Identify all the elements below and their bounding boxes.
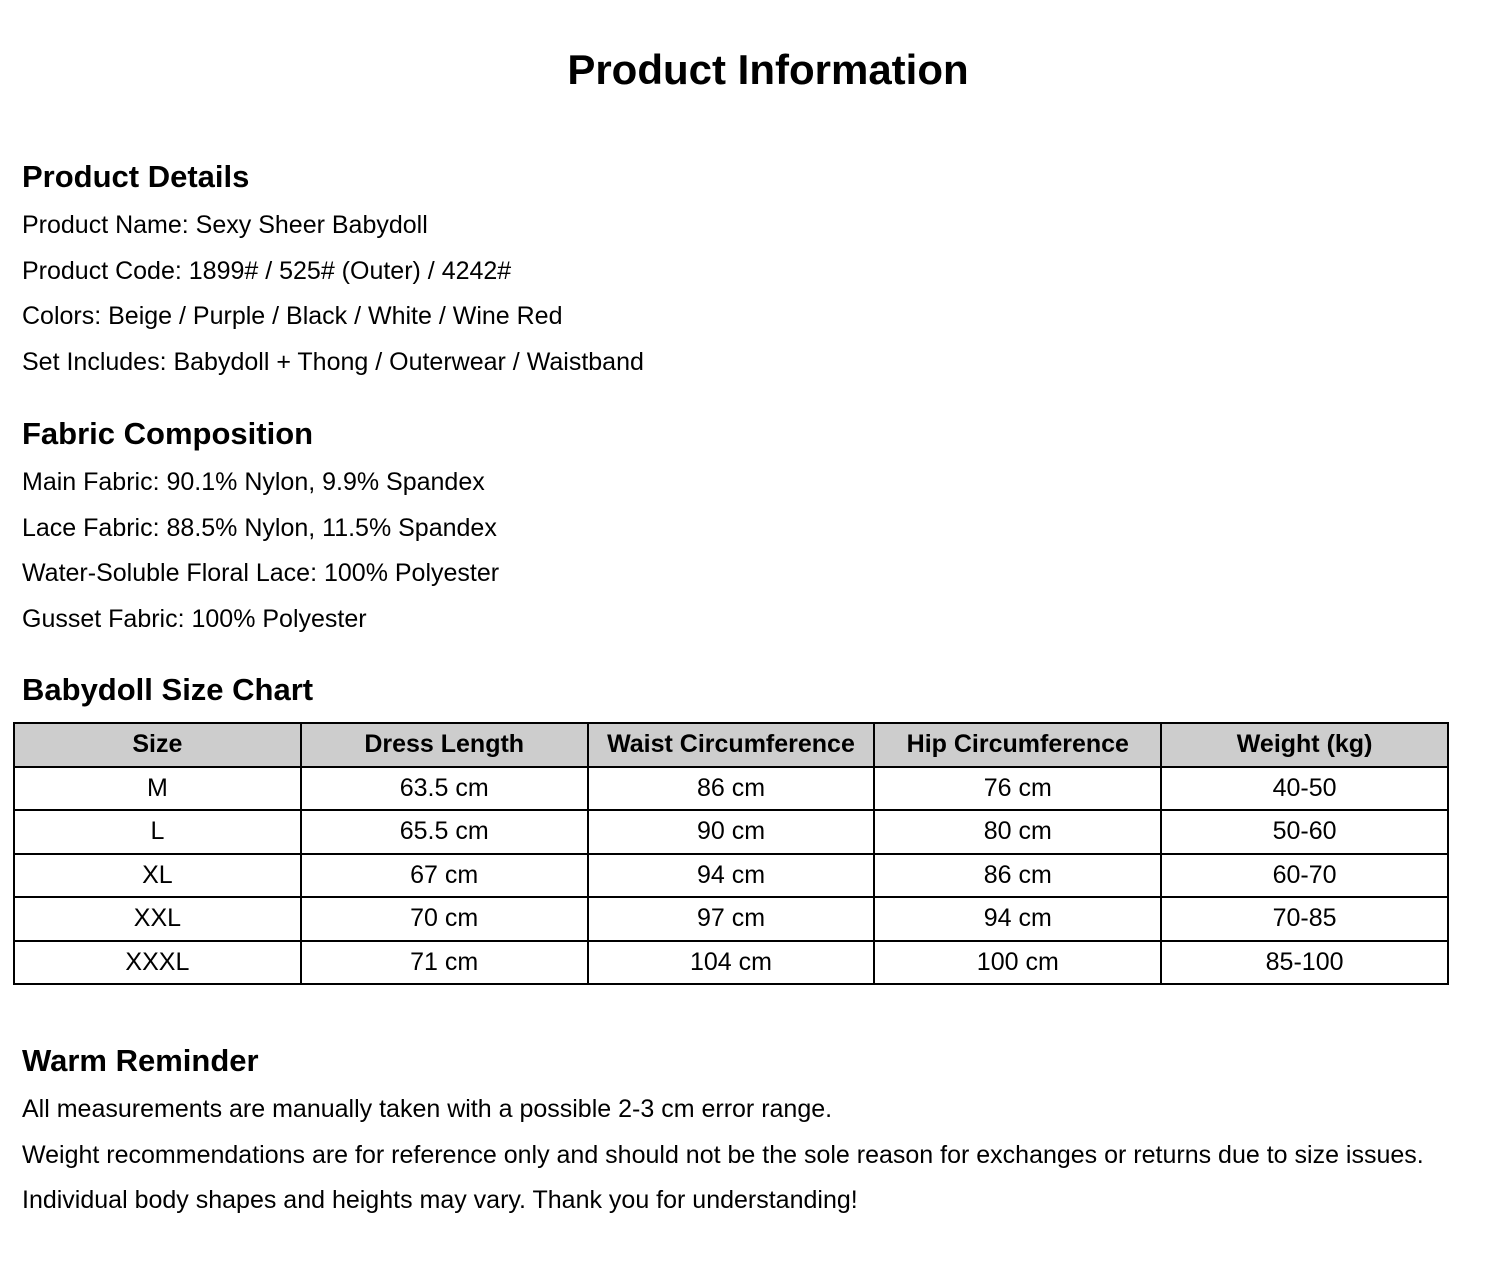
table-cell: 94 cm: [874, 897, 1161, 941]
column-header-size: Size: [14, 723, 301, 767]
table-row: [14, 897, 1448, 941]
floral-lace-line: Water-Soluble Floral Lace: 100% Polyester: [22, 559, 500, 587]
size-chart-section: [22, 671, 1482, 709]
size-chart-heading: Babydoll Size Chart: [22, 672, 314, 707]
table-cell: 70-85: [1161, 897, 1448, 941]
table-cell: 97 cm: [588, 897, 875, 941]
table-cell: 60-70: [1161, 854, 1448, 898]
gusset-fabric-line: Gusset Fabric: 100% Polyester: [22, 604, 367, 633]
table-cell: XXL: [14, 897, 301, 941]
table-cell: M: [14, 767, 301, 811]
table-cell: 40-50: [1161, 767, 1448, 811]
table-row: [14, 810, 1448, 854]
table-cell: 63.5 cm: [301, 767, 588, 811]
table-row: [14, 767, 1448, 811]
table-cell: 90 cm: [588, 810, 875, 854]
product-details-heading: Product Details: [22, 159, 250, 194]
warm-reminder-section: [22, 1042, 1482, 1224]
column-header-hip: Hip Circumference: [874, 723, 1161, 767]
table-cell: L: [14, 810, 301, 854]
main-fabric-line: Main Fabric: 90.1% Nylon, 9.9% Spandex: [22, 468, 485, 496]
table-cell: 76 cm: [874, 767, 1161, 811]
table-row: [14, 854, 1448, 898]
set-includes-line: Set Includes: Babydoll + Thong / Outerwear / Waistband: [22, 347, 644, 376]
colors-line: Colors: Beige / Purple / Black / White / Wine Red: [22, 302, 563, 330]
weight-note: Weight recommendations are for reference only and should not be the sole reason for exchanges or returns due to size issues. Individual body shapes and heights may vary. Thank you for understanding!: [22, 1140, 1424, 1214]
table-cell: 50-60: [1161, 810, 1448, 854]
column-header-waist: Waist Circumference: [588, 723, 875, 767]
page-title: Product Information: [567, 46, 969, 93]
table-cell: 67 cm: [301, 854, 588, 898]
product-code-line: Product Code: 1899# / 525# (Outer) / 4242#: [22, 256, 512, 285]
table-cell: 86 cm: [588, 767, 875, 811]
table-header-row: [14, 723, 1448, 767]
column-header-weight: Weight (kg): [1161, 723, 1448, 767]
fabric-composition-heading: Fabric Composition: [22, 416, 314, 451]
table-row: [14, 941, 1448, 985]
column-header-dress-length: Dress Length: [301, 723, 588, 767]
size-chart-table: [13, 722, 1449, 985]
table-cell: 85-100: [1161, 941, 1448, 985]
table-cell: 70 cm: [301, 897, 588, 941]
measurement-note: All measurements are manually taken with a possible 2-3 cm error range.: [22, 1095, 833, 1123]
table-cell: 71 cm: [301, 941, 588, 985]
table-cell: XL: [14, 854, 301, 898]
lace-fabric-line: Lace Fabric: 88.5% Nylon, 11.5% Spandex: [22, 513, 497, 542]
warm-reminder-heading: Warm Reminder: [22, 1043, 259, 1078]
table-cell: 86 cm: [874, 854, 1161, 898]
table-cell: 104 cm: [588, 941, 875, 985]
table-cell: 94 cm: [588, 854, 875, 898]
fabric-composition-section: [22, 415, 1482, 642]
table-cell: 100 cm: [874, 941, 1161, 985]
product-name-line: Product Name: Sexy Sheer Babydoll: [22, 211, 428, 239]
table-cell: XXXL: [14, 941, 301, 985]
table-cell: 65.5 cm: [301, 810, 588, 854]
table-cell: 80 cm: [874, 810, 1161, 854]
product-details-section: [22, 158, 1482, 385]
